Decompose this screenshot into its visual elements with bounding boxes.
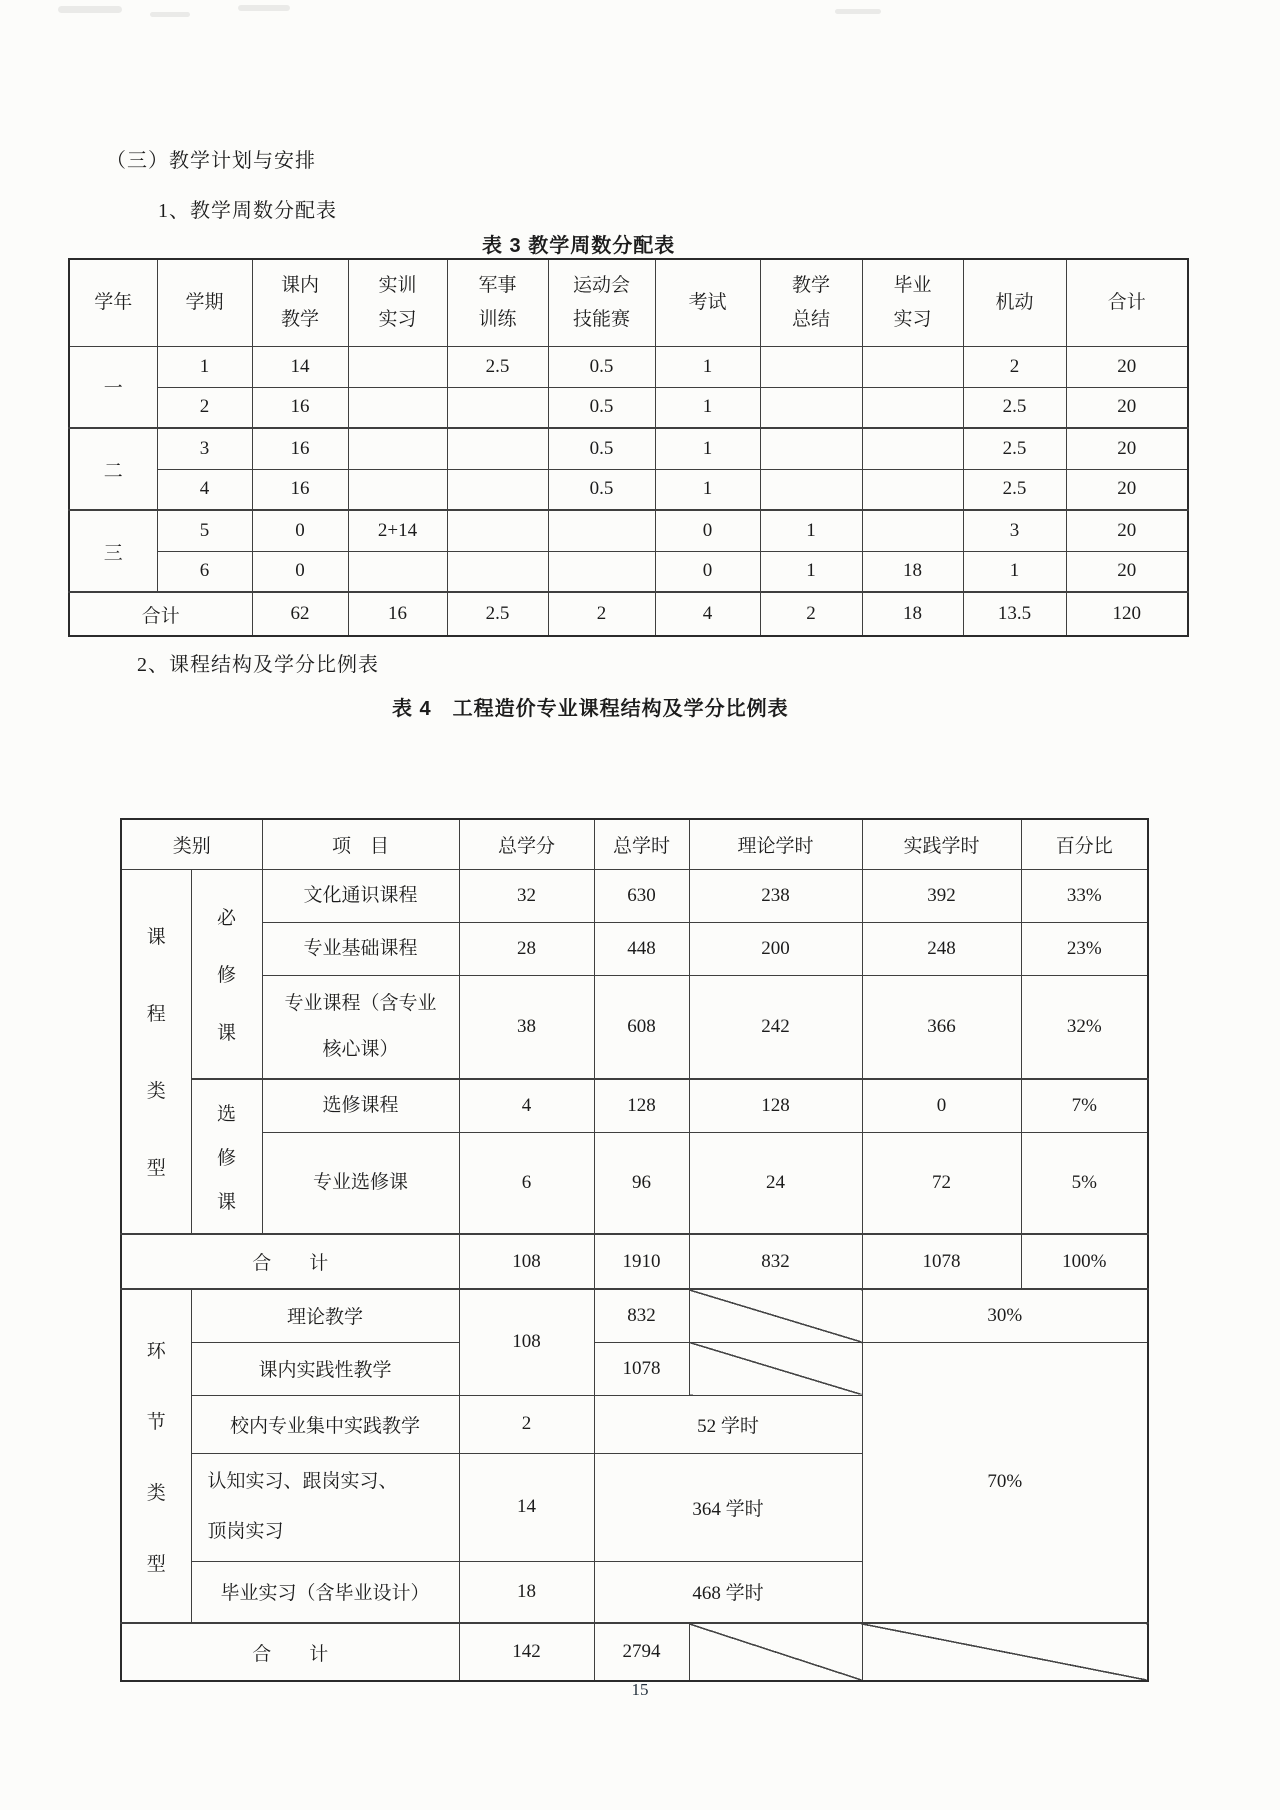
- t3-header-teaching-summary: 教学 总结: [760, 259, 862, 346]
- t4-cell: 630: [594, 869, 689, 922]
- t3-cell: 1: [157, 346, 252, 387]
- t3-cell: 0.5: [548, 387, 655, 428]
- t4-grand-total-cell: 142: [459, 1623, 594, 1681]
- t3-total-cell: 2: [760, 592, 862, 636]
- t4-cell: 24: [689, 1132, 862, 1234]
- t3-cell: 16: [252, 387, 348, 428]
- t4-cell: 128: [689, 1079, 862, 1132]
- t3-header-term: 学期: [157, 259, 252, 346]
- t4-header-percentage: 百分比: [1021, 819, 1148, 869]
- t4-subtotal-cell: 1078: [862, 1234, 1021, 1289]
- t3-year-1: 一: [69, 346, 157, 428]
- t4-cell: 468 学时: [594, 1561, 862, 1623]
- t4-cell: 448: [594, 922, 689, 975]
- t3-total-cell: 18: [862, 592, 963, 636]
- t4-cell: 4: [459, 1079, 594, 1132]
- t3-cell: 20: [1066, 346, 1188, 387]
- scan-artifact: [150, 12, 190, 17]
- t3-cell: 20: [1066, 428, 1188, 469]
- t3-cell: [862, 346, 963, 387]
- page-number: 15: [631, 1680, 649, 1699]
- t4-stage-item: 课内实践性教学: [191, 1342, 459, 1395]
- list-heading-2: 2、课程结构及学分比例表: [137, 654, 379, 676]
- t3-cell: [862, 510, 963, 551]
- t4-cell: 96: [594, 1132, 689, 1234]
- t3-cell: 0.5: [548, 346, 655, 387]
- t4-cell: 18: [459, 1561, 594, 1623]
- t4-item-name: 文化通识课程: [262, 869, 459, 922]
- t3-header-exam: 考试: [655, 259, 760, 346]
- t3-total-cell: 120: [1066, 592, 1188, 636]
- t4-stage-item: 认知实习、跟岗实习、 顶岗实习: [191, 1453, 459, 1561]
- t4-header-category: 类别: [121, 819, 262, 869]
- t3-cell: [447, 510, 548, 551]
- t4-cell: 28: [459, 922, 594, 975]
- t3-cell: 1: [760, 551, 862, 592]
- t4-item-name: 选修课程: [262, 1079, 459, 1132]
- t4-cell: 364 学时: [594, 1453, 862, 1561]
- t3-year-3: 三: [69, 510, 157, 592]
- t4-elective-label: 选 修 课: [191, 1079, 262, 1234]
- t3-cell: 2: [157, 387, 252, 428]
- t4-subtotal-label: 合 计: [121, 1234, 459, 1289]
- t4-cell: 238: [689, 869, 862, 922]
- t3-cell: 2.5: [963, 469, 1066, 510]
- table4-course-structure: [120, 818, 1149, 1682]
- t3-cell: 0: [655, 551, 760, 592]
- t4-cell: 7%: [1021, 1079, 1148, 1132]
- t3-cell: 20: [1066, 387, 1188, 428]
- t3-header-inclass-teaching: 课内 教学: [252, 259, 348, 346]
- t4-diagonal-cell: [689, 1342, 862, 1395]
- t3-cell: [760, 428, 862, 469]
- t4-cell: 38: [459, 975, 594, 1079]
- t3-cell: [548, 551, 655, 592]
- list-heading-1: 1、教学周数分配表: [158, 200, 337, 222]
- t4-cell: 72: [862, 1132, 1021, 1234]
- t3-header-sports-skills: 运动会 技能赛: [548, 259, 655, 346]
- t3-cell: [548, 510, 655, 551]
- t3-total-cell: 16: [348, 592, 447, 636]
- t3-header-military-training: 军事 训练: [447, 259, 548, 346]
- t4-stage-item: 毕业实习（含毕业设计）: [191, 1561, 459, 1623]
- t3-cell: [348, 387, 447, 428]
- t4-cell: 2: [459, 1395, 594, 1453]
- section-heading: （三）教学计划与安排: [106, 150, 316, 172]
- t3-cell: 0.5: [548, 469, 655, 510]
- t3-cell: 1: [760, 510, 862, 551]
- t4-course-type-label: 课 程 类 型: [121, 869, 191, 1234]
- t3-cell: 0: [252, 510, 348, 551]
- t3-cell: [447, 551, 548, 592]
- t3-cell: 16: [252, 469, 348, 510]
- t3-cell: 0: [252, 551, 348, 592]
- table3-caption: 表 3 教学周数分配表: [482, 235, 676, 257]
- t4-stage-item: 校内专业集中实践教学: [191, 1395, 459, 1453]
- t4-diagonal-cell: [689, 1623, 862, 1681]
- t3-header-practical-training: 实训 实习: [348, 259, 447, 346]
- t3-cell: 6: [157, 551, 252, 592]
- t3-header-year: 学年: [69, 259, 157, 346]
- t4-subtotal-cell: 108: [459, 1234, 594, 1289]
- t3-header-graduation-internship: 毕业 实习: [862, 259, 963, 346]
- t4-cell: 32%: [1021, 975, 1148, 1079]
- t3-cell: 1: [655, 387, 760, 428]
- t3-cell: [862, 469, 963, 510]
- scan-artifact: [835, 9, 881, 14]
- t4-cell: 200: [689, 922, 862, 975]
- t3-cell: [862, 428, 963, 469]
- t3-cell: 20: [1066, 510, 1188, 551]
- t4-cell: 128: [594, 1079, 689, 1132]
- t4-subtotal-cell: 832: [689, 1234, 862, 1289]
- t4-diagonal-cell: [689, 1289, 862, 1342]
- t3-cell: [348, 551, 447, 592]
- t3-cell: 1: [963, 551, 1066, 592]
- t3-header-total: 合计: [1066, 259, 1188, 346]
- t3-cell: 1: [655, 346, 760, 387]
- t4-header-practice-hours: 实践学时: [862, 819, 1021, 869]
- t3-cell: [348, 469, 447, 510]
- t3-cell: 4: [157, 469, 252, 510]
- t3-cell: 5: [157, 510, 252, 551]
- t3-cell: 2: [963, 346, 1066, 387]
- scan-artifact: [58, 6, 122, 13]
- t4-cell: 6: [459, 1132, 594, 1234]
- t4-cell: 366: [862, 975, 1021, 1079]
- t3-cell: 2.5: [963, 387, 1066, 428]
- t3-cell: 1: [655, 469, 760, 510]
- t3-cell: [447, 428, 548, 469]
- t4-cell: 32: [459, 869, 594, 922]
- t4-cell: 242: [689, 975, 862, 1079]
- t4-diagonal-cell: [862, 1623, 1148, 1681]
- t4-cell: 1078: [594, 1342, 689, 1395]
- t3-cell: [447, 469, 548, 510]
- t3-total-cell: 2.5: [447, 592, 548, 636]
- t3-cell: [760, 469, 862, 510]
- t4-item-name: 专业基础课程: [262, 922, 459, 975]
- t3-total-cell: 2: [548, 592, 655, 636]
- t3-cell: [862, 387, 963, 428]
- t4-stage-type-label: 环 节 类 型: [121, 1289, 191, 1623]
- t4-cell: 52 学时: [594, 1395, 862, 1453]
- t3-cell: [348, 346, 447, 387]
- t4-item-name: 专业选修课: [262, 1132, 459, 1234]
- t3-cell: 2.5: [447, 346, 548, 387]
- t4-header-theory-hours: 理论学时: [689, 819, 862, 869]
- t3-header-flexible: 机动: [963, 259, 1066, 346]
- table3-teaching-weeks: [68, 258, 1189, 637]
- t3-cell: 18: [862, 551, 963, 592]
- t3-cell: 20: [1066, 469, 1188, 510]
- t4-cell: 23%: [1021, 922, 1148, 975]
- t3-cell: 3: [963, 510, 1066, 551]
- t3-year-2: 二: [69, 428, 157, 510]
- t4-cell: 832: [594, 1289, 689, 1342]
- t4-cell: 608: [594, 975, 689, 1079]
- t3-cell: [760, 387, 862, 428]
- t4-subtotal-cell: 1910: [594, 1234, 689, 1289]
- t4-practice-percentage: 70%: [862, 1342, 1148, 1623]
- t3-cell: 16: [252, 428, 348, 469]
- t3-cell: [447, 387, 548, 428]
- t4-header-total-credits: 总学分: [459, 819, 594, 869]
- t4-cell: 33%: [1021, 869, 1148, 922]
- t3-total-cell: 13.5: [963, 592, 1066, 636]
- t3-cell: 20: [1066, 551, 1188, 592]
- t4-item-name: 专业课程（含专业 核心课）: [262, 975, 459, 1079]
- t4-header-total-hours: 总学时: [594, 819, 689, 869]
- t3-cell: 3: [157, 428, 252, 469]
- t3-cell: 14: [252, 346, 348, 387]
- t4-grand-total-cell: 2794: [594, 1623, 689, 1681]
- t3-cell: 2.5: [963, 428, 1066, 469]
- t3-cell: 2+14: [348, 510, 447, 551]
- t3-cell: 1: [655, 428, 760, 469]
- t4-subtotal-cell: 100%: [1021, 1234, 1148, 1289]
- t4-cell: 5%: [1021, 1132, 1148, 1234]
- t3-total-cell: 4: [655, 592, 760, 636]
- t4-shared-credits: 108: [459, 1289, 594, 1395]
- t3-total-cell: 62: [252, 592, 348, 636]
- t4-cell: 0: [862, 1079, 1021, 1132]
- t3-cell: [348, 428, 447, 469]
- t3-cell: [760, 346, 862, 387]
- t3-cell: 0.5: [548, 428, 655, 469]
- t4-header-item: 项 目: [262, 819, 459, 869]
- t4-cell: 248: [862, 922, 1021, 975]
- t3-total-label: 合计: [69, 592, 252, 636]
- scan-artifact: [238, 5, 290, 11]
- t3-cell: 0: [655, 510, 760, 551]
- t4-cell: 392: [862, 869, 1021, 922]
- t4-cell: 14: [459, 1453, 594, 1561]
- t4-stage-item: 理论教学: [191, 1289, 459, 1342]
- t4-required-label: 必 修 课: [191, 869, 262, 1079]
- t4-theory-percentage: 30%: [862, 1289, 1148, 1342]
- table4-caption: 表 4 工程造价专业课程结构及学分比例表: [392, 698, 789, 720]
- t4-grand-total-label: 合 计: [121, 1623, 459, 1681]
